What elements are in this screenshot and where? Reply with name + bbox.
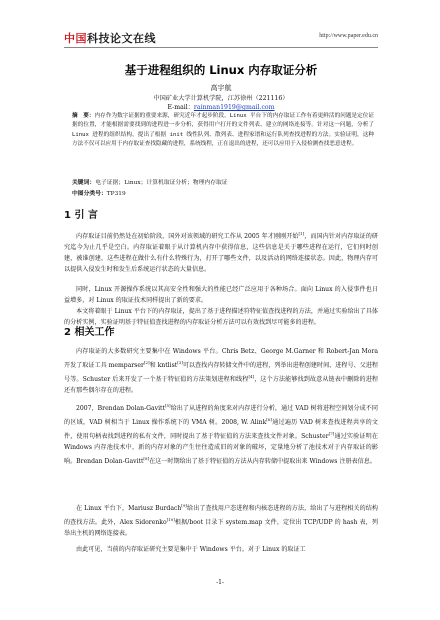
citation-ref[interactable]: [10] (166, 517, 175, 523)
email-label: E-mail： (167, 104, 194, 111)
citation-ref[interactable]: [6] (266, 417, 272, 423)
abstract-label: 摘 要： (72, 113, 95, 119)
citation-ref[interactable]: [4] (248, 374, 255, 380)
abstract (72, 112, 374, 149)
clc-value: TP319 (106, 191, 126, 197)
related-paragraph-1: 内存取证的大多数研究主要集中在 Windows 平台。Chris Betz、George M.Garner 和 Robert-Jan Mora 开发了取证工具 memparser[2]和 kntlist[3]可以查找内存转储文件中的进程，列举出进程创建时间、进程号、父进程号等。Schuster 后来开发了一个基于特征值的方法策划进程和线程[4]，这个方法能够找到故意从链表中删除的进程还有那些偶尔存在的进程。 (64, 348, 379, 395)
paper-affiliation: 中国矿业大学计算机学院，江苏徐州（221116） (153, 95, 289, 102)
citation-ref[interactable]: [3] (177, 360, 183, 365)
email-line (64, 102, 378, 111)
header-divider (64, 47, 378, 48)
section-heading-related: 2 相关工作 (64, 327, 115, 338)
intro-paragraph-2: 同时，Linux 开源操作系统以其高安全性和强大的性能已经广泛应用于各种场合。面向 Linux 的入侵事件也日益增多，对 Linux 的取证技术同样提出了新的要求。 (64, 286, 378, 304)
related-paragraph-2: 2007，Brendan Dolan-Gavitt[5]给出了从进程的角度来对内存进行分析，通过 VAD 树将进程空间划分成不同的区域，VAD 树相当于 Linux 操作系统下的 VMA 树。2008, W. Alink[6]通过遍历 VAD 树来查找进程共享的文件，使用句柄表找到进程的私有文件，同时提出了基于特征值的方法来查找文件对象。Schuster[7]通过实验证明在 Windows 内存池技术中，新的内存对象的产生往往造成旧的对象的破坏，定量地分析了池技术对于内存取证的影响。Brendan Dolan-Gavitt[8]在这一时期给出了基于特征值的方法从内存转储中提取出来 Windows 注册表信息。 (64, 403, 378, 466)
citation-ref[interactable]: [8] (143, 456, 150, 462)
page-number: -1- (216, 579, 224, 586)
logo-red-text: 中国 (64, 32, 87, 45)
citation-ref[interactable]: [9] (181, 503, 187, 508)
site-url[interactable]: http://www.paper.edu.cn (319, 33, 378, 39)
related-paragraph-4: 由此可见，当前的内存取证研究主要是集中于 Windows 平台。对于 Linux 的取证工 (76, 546, 306, 553)
page-header (64, 30, 378, 46)
citation-ref[interactable]: [2] (143, 360, 150, 365)
site-logo[interactable] (64, 30, 156, 46)
citation-ref[interactable]: [5] (164, 403, 171, 408)
related-paragraph-3: 在 Linux 平台下，Mariusz Burdach[9]给出了查找用户态进程和内核态进程的方法，给出了与进程相关的结构的查找方法。此外，Alex Sidorenko[10]根据/boot 目录下 system.map 文件，定位出 TCP/UDP 的 hash 表，列举出主机的网络连接表。 (64, 503, 378, 538)
email-link[interactable]: rainman1919@gmail.com (193, 104, 275, 111)
citation-ref[interactable]: [7] (328, 431, 335, 437)
paper-author: 高宇航 (210, 84, 232, 92)
paper-title: 基于进程组织的 Linux 内存取证分析 (124, 63, 318, 77)
logo-black-text: 科技论文在线 (87, 32, 156, 45)
clc-label: 中图分类号： (72, 191, 107, 197)
citation-ref[interactable]: [1] (298, 231, 305, 236)
classification-number (72, 188, 374, 197)
keywords-label: 关键词： (72, 180, 96, 186)
keywords-text: 电子证据；Linux；计算机取证分析；物理内存取证 (95, 180, 228, 186)
intro-paragraph-1: 内存取证目前仍然处在初始阶段，国外对该领域的研究工作从 2005 年才刚刚开始[1]，而国内针对内存取证的研究迄今为止几乎是空白。内存取证着眼于从计算机内存中获得信息，这些信息是关于哪些进程在运行，它们何时创建，被谁创建，这些进程在做什么有什么特殊行为，打开了哪些文件，以及活动的网络连接状态。因此，物理内存可以提供入侵发生时和发生后系统运行状态的大量信息。 (64, 231, 378, 274)
keywords (72, 179, 374, 188)
intro-paragraph-3: 本文将着眼于 Linux 平台下的内存取证，提出了基于进程描述符特征值查找进程的方法，并通过实验给出了具体的分析实例，实验证明基于特征值查找进程的内存取证分析方法可以有效找到尽可能多的进程。 (64, 308, 378, 326)
section-heading-intro: 1 引 言 (64, 210, 98, 221)
abstract-text: 内存作为数字证据的重要来源，研究近年才起步阶段。Linux 平台下的内存取证工作有着更鲜活的问题是定位证据的位置，才能根据需要找到的进程进一步分析，获得用户打开的文件列表、建立的网络连接等。针对这一问题，分析了 Linux 进程的组织结构，提出了根据 init 线性队列、散列表、进程家谱和运行队列查找进程的方法。实验证明，这种方法不仅可以应用于内存取证查找隐藏的进程，系统线程，正在退出的进程，还可以应用于入侵检测查找恶意进程。 (72, 113, 374, 147)
